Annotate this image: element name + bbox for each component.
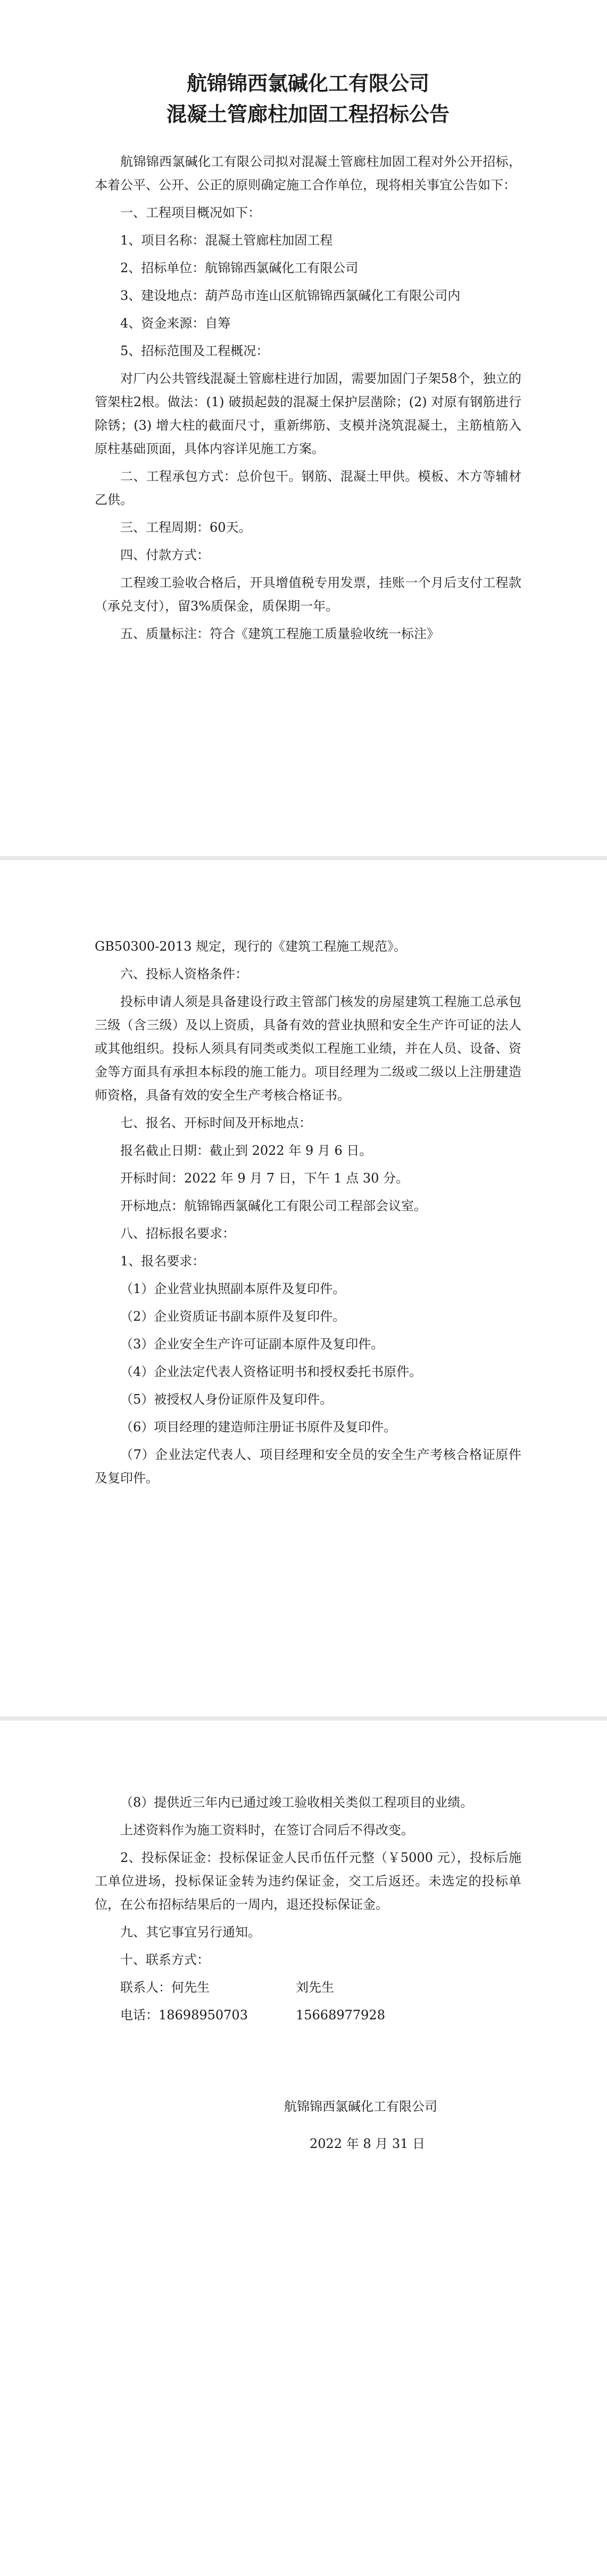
section-4-heading: 四、付款方式： <box>120 548 210 563</box>
section-1-item-5: 5、招标范围及工程概况： <box>120 343 269 358</box>
section-4-detail: 工程竣工验收合格后，开具增值税专用发票，挂账一个月后支付工程款（承兑支付），留3%质保金，质保期一年。 <box>95 575 521 614</box>
requirement-8: （8）提供近三年内已通过竣工验收相关类似工程项目的业绩。 <box>120 1795 473 1810</box>
requirement-3: （3）企业安全生产许可证副本原件及复印件。 <box>120 1337 384 1352</box>
phone-number-1: 18698950703 <box>159 2008 248 2023</box>
requirement-7: （7）企业法定代表人、项目经理和安全员的安全生产考核合格证原件及复印件。 <box>95 1447 521 1486</box>
section-1-heading: 一、工程项目概况如下： <box>120 205 261 220</box>
phone-1 <box>120 2003 296 2027</box>
phone-number-2: 15668977928 <box>296 2008 385 2023</box>
section-1-item-3: 3、建设地点：葫芦岛市连山区航锦锦西氯碱化工有限公司内 <box>120 288 461 303</box>
section-5-continued: GB50300-2013 规定，现行的《建筑工程施工规范》。 <box>95 939 406 954</box>
contact-name-2: 刘先生 <box>296 1980 334 1995</box>
title-line-2: 混凝土管廊柱加固工程招标公告 <box>166 103 450 126</box>
section-7-heading: 七、报名、开标时间及开标地点： <box>120 1115 312 1130</box>
bid-opening-location: 开标地点：航锦锦西氯碱化工有限公司工程部会议室。 <box>120 1198 427 1213</box>
document-page-2 <box>0 860 607 1716</box>
section-3: 三、工程周期：60天。 <box>120 520 252 535</box>
document-page-3 <box>0 1721 607 2576</box>
title-line-1: 航锦锦西氯碱化工有限公司 <box>186 72 429 95</box>
section-8-sub-2: 2、投标保证金：投标保证金人民币伍仟元整（￥5000 元），投标后施工单位进场，投标保证金转为违约保证金，交工后返还。未选定的投标单位，在公布招标结果后的一周内，退还投标保证金。 <box>95 1850 521 1912</box>
page-1-content <box>95 68 521 645</box>
page-2-content <box>95 935 521 1490</box>
bid-opening-time: 开标时间：2022 年 9 月 7 日，下午 1 点 30 分。 <box>120 1171 409 1186</box>
section-8-heading: 八、招标报名要求： <box>120 1226 235 1241</box>
materials-note: 上述资料作为施工资料时，在签订合同后不得改变。 <box>120 1823 414 1837</box>
section-1-item-4: 4、资金来源：自筹 <box>120 316 231 331</box>
intro-paragraph: 航锦锦西氯碱化工有限公司拟对混凝土管廊柱加固工程对外公开招标，本着公平、公开、公正的原则确定施工合作单位，现将相关事宜公告如下： <box>95 154 521 192</box>
requirement-5: （5）被授权人身份证原件及复印件。 <box>120 1392 333 1407</box>
requirement-6: （6）项目经理的建造师注册证书原件及复印件。 <box>120 1420 397 1434</box>
signature-company: 航锦锦西氯碱化工有限公司 <box>284 2099 437 2114</box>
section-8-sub-1: 1、报名要求： <box>120 1254 205 1269</box>
signature-date: 2022 年 8 月 31 日 <box>310 2136 426 2151</box>
contact-name-1: 何先生 <box>171 1980 210 1995</box>
section-2: 二、工程承包方式：总价包干。钢筋、混凝土甲供。模板、木方等辅材乙供。 <box>95 469 521 507</box>
section-1-item-2: 2、招标单位：航锦锦西氯碱化工有限公司 <box>120 261 359 275</box>
section-5: 五、质量标注：符合《建筑工程施工质量验收统一标注》 <box>120 626 439 641</box>
contact-person-1 <box>120 1976 296 1999</box>
section-1-item-1: 1、项目名称：混凝土管廊柱加固工程 <box>120 233 333 248</box>
section-10-heading: 十、联系方式： <box>120 1952 210 1967</box>
contact-label: 联系人： <box>120 1980 171 1995</box>
phone-label: 电话： <box>120 2008 159 2023</box>
contact-person-row <box>95 1976 521 1999</box>
section-6-detail: 投标申请人须是具备建设行政主管部门核发的房屋建筑工程施工总承包三级（含三级）及以上资质，具备有效的营业执照和安全生产许可证的法人或其他组织。投标人须具有同类或类似工程施工业绩，并在人员、设备、资金等方面具有承担本标段的施工能力。项目经理为二级或二级以上注册建造师资格，具备有效的安全生产考核合格证书。 <box>95 994 521 1103</box>
section-6-heading: 六、投标人资格条件： <box>120 967 248 981</box>
section-1-item-5-detail: 对厂内公共管线混凝土管廊柱进行加固，需要加固门子架58个，独立的管架柱2根。做法：(1) 破损起鼓的混凝土保护层凿除；(2) 对原有钢筋进行除锈；(3) 增大柱的截面尺寸，重新绑筋、支模并浇筑混凝土，主筋植筋入原柱基础顶面，具体内容详见施工方案。 <box>95 371 521 456</box>
phone-row <box>95 2003 521 2027</box>
requirement-2: （2）企业资质证书副本原件及复印件。 <box>120 1309 346 1324</box>
requirement-1: （1）企业营业执照副本原件及复印件。 <box>120 1281 346 1296</box>
section-9: 九、其它事宜另行通知。 <box>120 1925 261 1940</box>
page-3-content <box>95 1791 521 2027</box>
requirement-4: （4）企业法定代表人资格证明书和授权委托书原件。 <box>120 1364 422 1379</box>
document-page-1 <box>0 0 607 856</box>
registration-deadline: 报名截止日期：截止到 2022 年 9 月 6 日。 <box>120 1143 372 1158</box>
